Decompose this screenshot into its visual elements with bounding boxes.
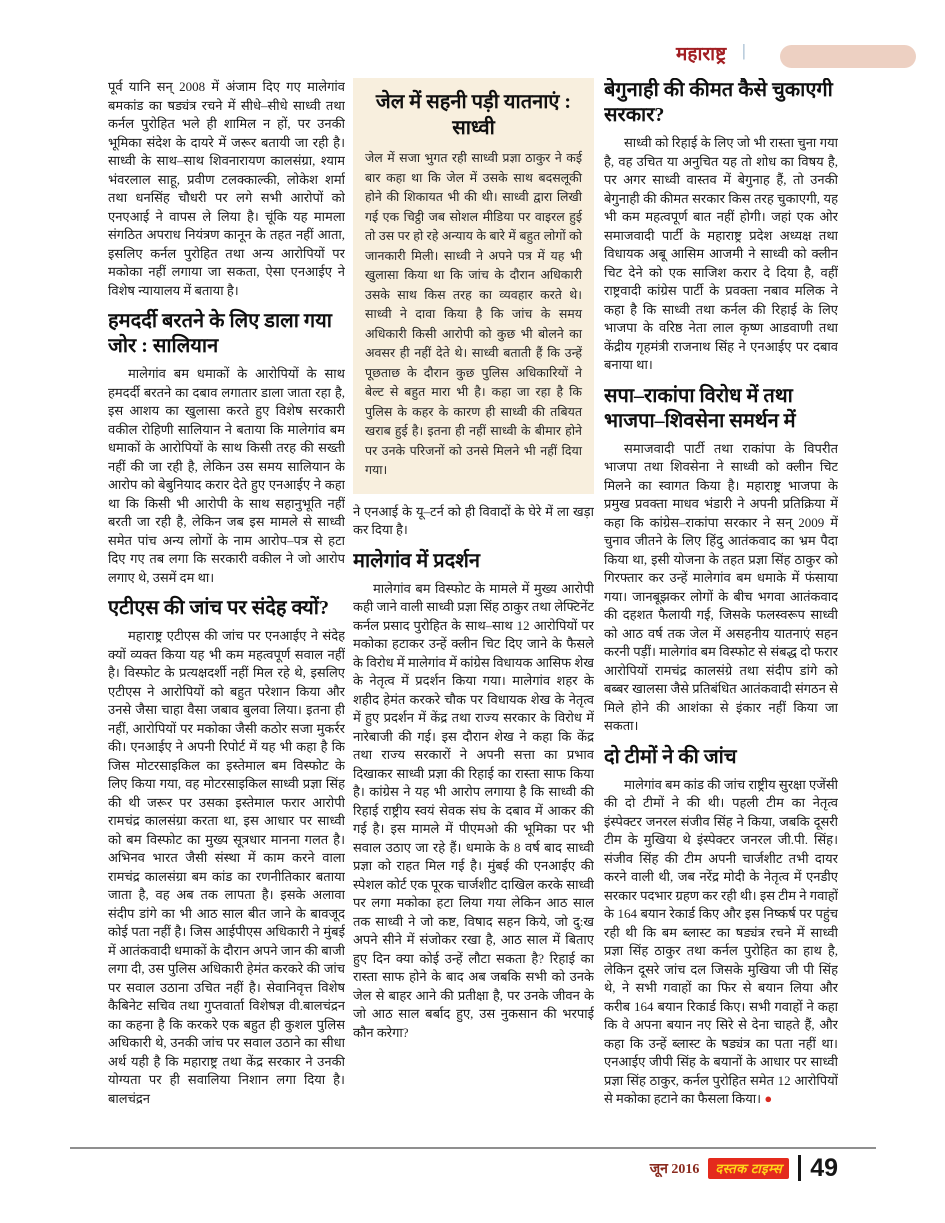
highlight-box xyxy=(353,78,594,494)
highlight-box-title: जेल में सहनी पड़ी यातनाएं : साध्वी xyxy=(375,91,572,139)
article-end-bullet: ● xyxy=(764,1091,773,1106)
header-divider: | xyxy=(742,41,746,60)
body-paragraph: मालेगांव बम विस्फोट के मामले में मुख्य आरोपी कही जाने वाली साध्वी प्रज्ञा सिंह ठाकुर तथा लेफ्टिनेंट कर्नल प्रसाद पुरोहित के साथ–साथ 12 आरोपियों पर मकोका हटाकर उन्हें क्लीन चिट दिए जाने के फैसले के विरोध में मालेगांव में कांग्रेस विधायक आसिफ शेख के नेतृत्व में प्रदर्शन किया गया। मालेगांव शहर के शहीद हेमंत करकरे चौक पर विधायक शेख के नेतृत्व में हुए प्रदर्शन में केंद्र तथा राज्य सरकार के विरोध में नारेबाजी की गई। इस दौरान शेख ने कहा कि केंद्र तथा राज्य सरकारों ने अपनी सत्ता का प्रभाव दिखाकर साध्वी प्रज्ञा की रिहाई का रास्ता साफ किया है। कांग्रेस ने यह भी आरोप लगाया है कि साध्वी की रिहाई राष्ट्रीय स्वयं सेवक संघ के दबाव में आकर की गई है। इस मामले में पीएमओ की भूमिका पर भी सवाल उठाए जा रहे हैं। धमाके के 8 वर्ष बाद साध्वी प्रज्ञा को राहत मिल गई है। मुंबई की एनआईए की स्पेशल कोर्ट एक पूरक चार्जशीट दाखिल करके साध्वी पर लगा मकोका हटा लिया गया लेकिन आठ साल तक साध्वी ने जो कष्ट, विषाद सहन किये, जो दु:ख अपने सीने में संजोकर रखा है, आठ साल में बिताए हुए दिन क्या कोई उन्हें लौटा सकता है? रिहाई का रास्ता साफ होने के बाद अब जबकि सभी को उनके जेल से बाहर आने की प्रतीक्षा है, पर उनके जीवन के जो आठ साल बर्बाद हुए, उस नुकसान की भरपाई कौन करेगा? xyxy=(353,580,594,1040)
section-heading: हमदर्दी बरतने के लिए डाला गया जोर : सालियान xyxy=(108,310,332,357)
page-number: 49 xyxy=(810,1153,838,1182)
footer xyxy=(108,1152,838,1184)
section-heading: मालेगांव में प्रदर्शन xyxy=(353,549,480,572)
section-heading: बेगुनाही की कीमत कैसे चुकाएगी सरकार? xyxy=(604,79,833,126)
highlight-box-text: जेल में सजा भुगत रही साध्वी प्रज्ञा ठाकुर ने कई बार कहा था कि जेल में उसके साथ बदसलूकी होने की शिकायत भी की थी। साध्वी द्वारा लिखी गई एक चिट्ठी जब सोशल मीडिया पर वाइरल हुई तो उस पर हो रहे अन्याय के बारे में बहुत लोगों को जानकारी मिली। साध्वी ने अपने पत्र में यह भी खुलासा किया था कि जांच के दौरान अधिकारी उसके साथ किस तरह का व्यवहार करते थे। साध्वी ने दावा किया है कि जांच के समय अधिकारी किसी आरोपी को कुछ भी बोलने का अवसर ही नहीं देते थे। साध्वी बताती हैं कि उन्हें पूछताछ के दौरान कुछ पुलिस अधिकारियों ने बेल्ट से बहुत मारा भी है। कहा जा रहा है कि पुलिस के कहर के कारण ही साध्वी की तबियत खराब हुई है। इतना ही नहीं साध्वी के बीमार होने पर उनके परिजनों को उनसे मिलने भी नहीं दिया गया। xyxy=(365,151,582,477)
paragraph-text: मालेगांव बम कांड की जांच राष्ट्रीय सुरक्षा एजेंसी की दो टीमों ने की थी। पहली टीम का नेतृत्व इंस्पेक्टर जनरल संजीव सिंह ने किया, जबकि दूसरी टीम के मुखिया थे इंस्पेक्टर जनरल जी.पी. सिंह। संजीव सिंह की टीम अपनी चार्जशीट तभी दायर करने वाली थी, जब नरेंद्र मोदी के नेतृत्व में एनडीए सरकार पदभार ग्रहण कर रही थी। इस टीम ने गवाहों के 164 बयान रेकार्ड किए और इस निष्कर्ष पर पहुंच रही थी कि बम ब्लास्ट का षड्यंत्र रचने में साध्वी प्रज्ञा सिंह ठाकुर तथा कर्नल पुरोहित का हाथ है, लेकिन दूसरे जांच दल जिसके मुखिया जी पी सिंह थे, ने सभी गवाहों का फिर से बयान लिया और करीब 164 बयान रिकार्ड किए। सभी गवाहों ने कहा कि वे अपना बयान नए सिरे से देना चाहते हैं, और कहा कि उन्हें ब्लास्ट के षड्यंत्र का पता नहीं था। एनआईए जीपी सिंह के बयानों के आधार पर साध्वी प्रज्ञा सिंह ठाकुर, कर्नल पुरोहित समेत 12 आरोपियों से मकोका हटाने का फैसला किया। xyxy=(604,776,838,1106)
issue-date: जून 2016 xyxy=(649,1161,700,1177)
body-paragraph: पूर्व यानि सन् 2008 में अंजाम दिए गए मालेगांव बमकांड का षड्यंत्र रचने में सीधे–सीधे साध्वी तथा कर्नल पुरोहित भले ही शामिल न हों, पर उनकी भूमिका संदेश के दायरे में जरूर बतायी जा रही है। साध्वी के साथ–साथ शिवनारायण कालसंग्रा, श्याम भंवरलाल साहू, प्रवीण टलक्काल्की, लोकेश शर्मा तथा धनसिंह चौधरी पर लगे सभी आरोपों को एनएआई ने वापस ले लिया है। चूंकि यह मामला संगठित अपराध नियंत्रण कानून के तहत नहीं आता, इसलिए कर्नल पुरोहित तथा अन्य आरोपियों पर मकोका नहीं लगाया जा सकता, ऐसा एनआईए ने विशेष न्यायालय में बताया है। xyxy=(108,79,345,298)
body-paragraph xyxy=(604,776,838,1109)
body-paragraph: समाजवादी पार्टी तथा राकांपा के विपरीत भाजपा तथा शिवसेना ने साध्वी को क्लीन चिट मिलने का स्वागत किया है। महाराष्ट्र भाजपा के प्रमुख प्रवक्ता माधव भंडारी ने अपनी प्रतिक्रिया में कहा कि कांग्रेस–राकांपा सरकार ने सन् 2009 में चुनाव जीतने के लिए हिंदु आतंकवाद का भ्रम पैदा किया था, इसी योजना के तहत प्रज्ञा सिंह ठाकुर को गिरफ्तार कर उन्हें मालेगांव बम धमाके में फंसाया गया। जानबूझकर लोगों के बीच भगवा आतंकवाद की दहशत फैलायी गई, जिसके फलस्वरूप साध्वी को आठ वर्ष तक जेल में असहनीय यातनाएं सहन करनी पड़ीं। मालेगांव बम विस्फोट से संबद्ध दो फरार आरोपियों रामचंद्र कालसंग्रे तथा संदीप डांगे को बब्बर खालसा जैसे प्रतिबंधित आतंकवादी संगठन से मिले होने की आशंका से इंकार नहीं किया जा सकता। xyxy=(604,440,838,733)
section-title: महाराष्ट्र xyxy=(676,44,727,65)
section-heading: सपा–राकांपा विरोध में तथा भाजपा–शिवसेना समर्थन में xyxy=(604,384,796,432)
body-paragraph: मालेगांव बम धमाकों के आरोपियों के साथ हमदर्दी बरतने का दबाव लगातार डाला जाता रहा है, इस आशय का खुलासा करते हुए विशेष सरकारी वकील रोहिणी सालियान ने बताया कि मालेगांव बम धमाकों के आरोपियों के साथ किसी तरह की सख्ती नहीं की जा रही है, लेकिन उस समय सालियान के आरोप को बेबुनियाद करार देते हुए एनआईए ने कहा था कि किसी भी आरोपी के साथ सहानुभूति नहीं बरती जा रही है, लेकिन जब इस मामले से साध्वी समेत पांच अन्य लोगों के नाम आरोप–पत्र से हटा दिए गए तब लगा कि सरकारी वकील ने जो आरोप लगाए थे, उसमें दम था। xyxy=(108,366,345,585)
column-right xyxy=(604,78,838,1140)
footer-divider-bar xyxy=(798,1155,801,1181)
body-paragraph: महाराष्ट्र एटीएस की जांच पर एनआईए ने संदेह क्यों व्यक्त किया यह भी कम महत्वपूर्ण सवाल नहीं है। विस्फोट के प्रत्यक्षदर्शी नहीं मिल रहे थे, इसलिए एटीएस ने आरोपियों को बहुत परेशान किया और उनसे जैसा चाहा वैसा जबाव बुलवा लिया। इतना ही नहीं, आरोपियों पर मकोका जैसी कठोर सजा मुकर्रर की। एनआईए ने अपनी रिपोर्ट में यह भी कहा है कि जिस मोटरसाइकिल का इस्तेमाल बम विस्फोट के लिए किया गया, वह मोटरसाइकिल साध्वी प्रज्ञा सिंह की थी जरूर पर उसका इस्तेमाल फरार आरोपी रामचंद्र कालसंग्रा करता था, इस आधार पर साध्वी को बम विस्फोट का मुख्य सूत्रधार मानना गलत है। अभिनव भारत जैसी संस्था में काम करने वाला रामचंद्र कालसंग्रा बम कांड का रणनीतिकार बताया जाता है, वह अब तक लापता है। इसके अलावा संदीप डांगे का भी आठ साल बीत जाने के बावजूद कोई पता नहीं है। जिस आईपीएस अधिकारी ने मुंबई में आतंकवादी धमाकों के दौरान अपने जान की बाजी लगा दी, उस पुलिस अधिकारी हेमंत करकरे की जांच पर सवाल उठाना उचित नहीं है। सेवानिवृत्त विशेष कैबिनेट सचिव तथा गुप्तवार्ता विशेषज्ञ वी.बालचंद्रन का कहना है कि करकरे एक बहुत ही कुशल पुलिस अधिकारी थे, उनकी जांच पर सवाल उठाने का सीधा अर्थ यही है कि महाराष्ट्र तथा केंद्र सरकार ने उनकी योग्यता पर ही सवालिया निशान लगा दिया है। बालचंद्रन xyxy=(108,628,345,1106)
body-paragraph: ने एनआई के यू–टर्न को ही विवादों के घेरे में ला खड़ा कर दिया है। xyxy=(353,503,594,537)
column-left xyxy=(108,78,345,1140)
section-heading: एटीएस की जांच पर संदेह क्यों? xyxy=(108,597,329,619)
magazine-logo: दस्तक टाइम्स xyxy=(708,1158,789,1179)
section-heading: दो टीमों ने की जांच xyxy=(604,745,737,768)
column-middle xyxy=(353,78,594,1140)
body-paragraph: साध्वी को रिहाई के लिए जो भी रास्ता चुना गया है, वह उचित या अनुचित यह तो शोध का विषय है, पर अगर साध्वी वास्तव में बेगुनाह हैं, तो उनकी बेगुनाही की कीमत सरकार किस तरह चुकाएगी, यह भी कम महत्वपूर्ण बात नहीं होगी। जहां एक ओर समाजवादी पार्टी के महाराष्ट्र प्रदेश अध्यक्ष तथा विधायक अबू आसिम आजमी ने साध्वी को क्लीन चिट देने को एक साजिश करार दे दिया है, वहीं राष्ट्रवादी कांग्रेस पार्टी के प्रवक्ता नबाव मलिक ने कहा है कि साध्वी तथा कर्नल की रिहाई के लिए भाजपा के वरिष्ठ नेता लाल कृष्ण आडवाणी तथा केंद्रीय गृहमंत्री राजनाथ सिंह ने एनआईए पर दबाव बनाया था। xyxy=(604,135,838,372)
footer-rule xyxy=(70,1147,876,1149)
header-pill-decoration xyxy=(780,45,916,68)
